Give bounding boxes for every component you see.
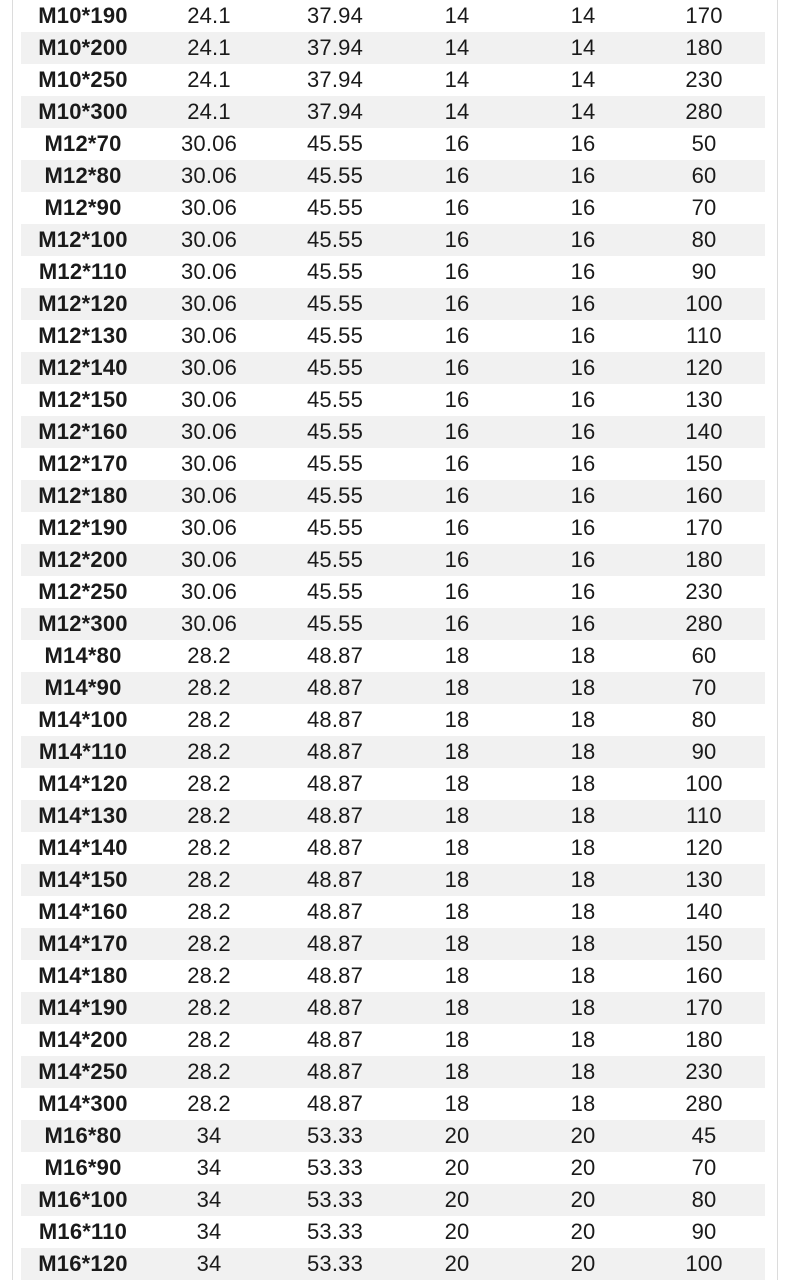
dimension-cell: 20 bbox=[444, 1155, 470, 1180]
table-row bbox=[21, 800, 765, 832]
model-cell: M14*120 bbox=[38, 771, 128, 796]
dimension-cell: 16 bbox=[444, 195, 470, 220]
dimension-cell: 34 bbox=[196, 1123, 222, 1148]
table-row bbox=[21, 1024, 765, 1056]
table-row bbox=[21, 288, 765, 320]
model-cell: M14*190 bbox=[38, 995, 128, 1020]
dimension-cell: 20 bbox=[570, 1155, 596, 1180]
dimension-cell: 18 bbox=[570, 1091, 596, 1116]
length-cell: 70 bbox=[691, 675, 717, 700]
length-cell: 90 bbox=[691, 1219, 717, 1244]
dimension-cell: 37.94 bbox=[306, 67, 364, 92]
dimension-cell: 16 bbox=[570, 355, 596, 380]
length-cell: 110 bbox=[686, 323, 722, 348]
dimension-cell: 53.33 bbox=[306, 1187, 364, 1212]
table-row bbox=[21, 448, 765, 480]
dimension-cell: 16 bbox=[570, 259, 596, 284]
dimension-cell: 53.33 bbox=[306, 1251, 364, 1276]
dimension-cell: 20 bbox=[444, 1251, 470, 1276]
dimension-cell: 48.87 bbox=[306, 1059, 364, 1084]
model-cell: M10*190 bbox=[38, 3, 128, 28]
model-cell: M12*110 bbox=[38, 259, 128, 284]
dimension-cell: 18 bbox=[444, 995, 470, 1020]
dimension-cell: 48.87 bbox=[306, 739, 364, 764]
dimension-cell: 14 bbox=[570, 35, 596, 60]
dimension-cell: 34 bbox=[196, 1251, 222, 1276]
dimension-cell: 48.87 bbox=[306, 707, 364, 732]
dimension-cell: 30.06 bbox=[180, 323, 238, 348]
dimension-cell: 37.94 bbox=[306, 35, 364, 60]
dimension-cell: 45.55 bbox=[306, 291, 364, 316]
model-cell: M12*100 bbox=[38, 227, 128, 252]
dimension-cell: 48.87 bbox=[306, 1091, 364, 1116]
dimension-cell: 14 bbox=[570, 67, 596, 92]
dimension-cell: 20 bbox=[444, 1219, 470, 1244]
dimension-cell: 45.55 bbox=[306, 515, 364, 540]
length-cell: 120 bbox=[685, 835, 723, 860]
length-cell: 80 bbox=[691, 707, 717, 732]
dimension-cell: 16 bbox=[570, 547, 596, 572]
dimension-cell: 28.2 bbox=[187, 739, 231, 764]
dimension-cell: 16 bbox=[570, 611, 596, 636]
dimension-cell: 16 bbox=[570, 163, 596, 188]
dimension-cell: 34 bbox=[196, 1155, 222, 1180]
table-row bbox=[21, 128, 765, 160]
table-row bbox=[21, 32, 765, 64]
length-cell: 100 bbox=[685, 1251, 723, 1276]
length-cell: 80 bbox=[691, 227, 717, 252]
dimension-cell: 34 bbox=[196, 1219, 222, 1244]
table-row bbox=[21, 224, 765, 256]
length-cell: 150 bbox=[685, 931, 723, 956]
dimension-cell: 16 bbox=[444, 227, 470, 252]
dimension-cell: 30.06 bbox=[180, 483, 238, 508]
length-cell: 90 bbox=[691, 259, 717, 284]
dimension-cell: 48.87 bbox=[306, 803, 364, 828]
table-row bbox=[21, 768, 765, 800]
dimension-cell: 45.55 bbox=[306, 483, 364, 508]
model-cell: M12*90 bbox=[44, 195, 122, 220]
dimension-cell: 18 bbox=[444, 899, 470, 924]
dimension-cell: 28.2 bbox=[187, 995, 231, 1020]
table-row bbox=[21, 1184, 765, 1216]
table-row bbox=[21, 64, 765, 96]
model-cell: M14*170 bbox=[38, 931, 128, 956]
table-row bbox=[21, 1152, 765, 1184]
dimension-cell: 30.06 bbox=[180, 131, 238, 156]
dimension-cell: 30.06 bbox=[180, 163, 238, 188]
length-cell: 80 bbox=[691, 1187, 717, 1212]
dimension-cell: 28.2 bbox=[187, 675, 231, 700]
dimension-cell: 16 bbox=[570, 579, 596, 604]
dimension-cell: 18 bbox=[570, 835, 596, 860]
length-cell: 140 bbox=[685, 419, 723, 444]
dimension-cell: 28.2 bbox=[187, 835, 231, 860]
table-row bbox=[21, 672, 765, 704]
dimension-cell: 18 bbox=[444, 1059, 470, 1084]
dimension-cell: 16 bbox=[570, 483, 596, 508]
length-cell: 100 bbox=[685, 771, 723, 796]
dimension-cell: 16 bbox=[444, 579, 470, 604]
model-cell: M12*150 bbox=[38, 387, 128, 412]
dimension-cell: 30.06 bbox=[180, 419, 238, 444]
dimension-cell: 24.1 bbox=[187, 99, 231, 124]
table-row bbox=[21, 1216, 765, 1248]
length-cell: 280 bbox=[685, 99, 723, 124]
model-cell: M14*180 bbox=[38, 963, 128, 988]
dimension-cell: 18 bbox=[444, 931, 470, 956]
dimension-cell: 28.2 bbox=[187, 1091, 231, 1116]
model-cell: M12*160 bbox=[38, 419, 128, 444]
dimension-cell: 48.87 bbox=[306, 771, 364, 796]
model-cell: M16*120 bbox=[38, 1251, 128, 1276]
dimension-cell: 53.33 bbox=[306, 1155, 364, 1180]
length-cell: 70 bbox=[691, 195, 717, 220]
length-cell: 90 bbox=[691, 739, 717, 764]
dimension-cell: 45.55 bbox=[306, 419, 364, 444]
dimension-cell: 48.87 bbox=[306, 835, 364, 860]
dimension-cell: 30.06 bbox=[180, 227, 238, 252]
length-cell: 160 bbox=[685, 963, 723, 988]
dimension-cell: 30.06 bbox=[180, 611, 238, 636]
model-cell: M14*160 bbox=[38, 899, 128, 924]
dimension-cell: 37.94 bbox=[306, 3, 364, 28]
model-cell: M14*100 bbox=[38, 707, 128, 732]
dimension-cell: 14 bbox=[444, 35, 470, 60]
length-cell: 170 bbox=[685, 995, 723, 1020]
dimension-cell: 30.06 bbox=[180, 451, 238, 476]
model-cell: M14*300 bbox=[38, 1091, 128, 1116]
model-cell: M12*250 bbox=[38, 579, 128, 604]
length-cell: 60 bbox=[691, 163, 717, 188]
model-cell: M14*250 bbox=[38, 1059, 128, 1084]
dimension-cell: 45.55 bbox=[306, 227, 364, 252]
model-cell: M16*100 bbox=[38, 1187, 128, 1212]
dimension-cell: 28.2 bbox=[187, 771, 231, 796]
length-cell: 230 bbox=[685, 1059, 723, 1084]
dimension-cell: 28.2 bbox=[187, 1027, 231, 1052]
model-cell: M14*150 bbox=[38, 867, 128, 892]
model-cell: M12*140 bbox=[38, 355, 128, 380]
length-cell: 100 bbox=[685, 291, 723, 316]
dimension-cell: 45.55 bbox=[306, 323, 364, 348]
model-cell: M14*90 bbox=[44, 675, 122, 700]
dimension-cell: 53.33 bbox=[306, 1219, 364, 1244]
model-cell: M12*70 bbox=[44, 131, 122, 156]
table-row bbox=[21, 352, 765, 384]
dimension-cell: 18 bbox=[570, 899, 596, 924]
dimension-cell: 16 bbox=[570, 419, 596, 444]
table-row bbox=[21, 736, 765, 768]
dimension-cell: 28.2 bbox=[187, 899, 231, 924]
model-cell: M10*250 bbox=[38, 67, 128, 92]
dimension-cell: 18 bbox=[570, 867, 596, 892]
model-cell: M10*200 bbox=[38, 35, 128, 60]
dimension-cell: 18 bbox=[444, 643, 470, 668]
dimension-cell: 18 bbox=[570, 675, 596, 700]
dimension-cell: 28.2 bbox=[187, 931, 231, 956]
dimension-cell: 16 bbox=[444, 451, 470, 476]
length-cell: 280 bbox=[685, 1091, 723, 1116]
dimension-cell: 20 bbox=[444, 1187, 470, 1212]
dimension-cell: 16 bbox=[570, 515, 596, 540]
dimension-cell: 16 bbox=[444, 323, 470, 348]
length-cell: 70 bbox=[691, 1155, 717, 1180]
dimension-cell: 16 bbox=[444, 163, 470, 188]
dimension-cell: 18 bbox=[444, 867, 470, 892]
dimension-cell: 28.2 bbox=[187, 867, 231, 892]
model-cell: M12*300 bbox=[38, 611, 128, 636]
dimension-cell: 30.06 bbox=[180, 547, 238, 572]
table-row bbox=[21, 384, 765, 416]
dimension-cell: 16 bbox=[444, 131, 470, 156]
dimension-cell: 16 bbox=[444, 611, 470, 636]
dimension-cell: 16 bbox=[444, 483, 470, 508]
dimension-cell: 18 bbox=[444, 1091, 470, 1116]
model-cell: M12*130 bbox=[38, 323, 128, 348]
dimension-cell: 20 bbox=[570, 1123, 596, 1148]
table-row bbox=[21, 544, 765, 576]
dimension-cell: 16 bbox=[444, 259, 470, 284]
model-cell: M16*80 bbox=[44, 1123, 122, 1148]
model-cell: M16*110 bbox=[38, 1219, 128, 1244]
dimension-cell: 28.2 bbox=[187, 803, 231, 828]
dimension-cell: 16 bbox=[444, 515, 470, 540]
dimension-cell: 18 bbox=[444, 707, 470, 732]
dimension-cell: 48.87 bbox=[306, 643, 364, 668]
table-row bbox=[21, 1088, 765, 1120]
dimension-cell: 18 bbox=[444, 1027, 470, 1052]
model-cell: M12*120 bbox=[38, 291, 128, 316]
dimension-cell: 18 bbox=[570, 771, 596, 796]
dimension-cell: 45.55 bbox=[306, 259, 364, 284]
dimension-cell: 14 bbox=[444, 67, 470, 92]
length-cell: 60 bbox=[691, 643, 717, 668]
length-cell: 230 bbox=[685, 67, 723, 92]
dimension-cell: 18 bbox=[570, 803, 596, 828]
table-row bbox=[21, 96, 765, 128]
table-row bbox=[21, 1056, 765, 1088]
table-row bbox=[21, 480, 765, 512]
dimension-cell: 45.55 bbox=[306, 611, 364, 636]
table-row bbox=[21, 864, 765, 896]
model-cell: M14*140 bbox=[38, 835, 128, 860]
dimension-cell: 30.06 bbox=[180, 515, 238, 540]
dimension-cell: 48.87 bbox=[306, 995, 364, 1020]
length-cell: 160 bbox=[685, 483, 723, 508]
model-cell: M12*80 bbox=[44, 163, 122, 188]
length-cell: 230 bbox=[685, 579, 723, 604]
dimension-cell: 16 bbox=[570, 195, 596, 220]
dimension-cell: 18 bbox=[444, 835, 470, 860]
table-row bbox=[21, 960, 765, 992]
model-cell: M16*90 bbox=[44, 1155, 122, 1180]
dimension-cell: 24.1 bbox=[187, 67, 231, 92]
length-cell: 180 bbox=[685, 547, 723, 572]
length-cell: 170 bbox=[685, 515, 723, 540]
dimension-cell: 45.55 bbox=[306, 355, 364, 380]
dimension-cell: 14 bbox=[570, 99, 596, 124]
dimension-cell: 28.2 bbox=[187, 1059, 231, 1084]
dimension-cell: 48.87 bbox=[306, 931, 364, 956]
model-cell: M10*300 bbox=[38, 99, 128, 124]
model-cell: M14*80 bbox=[44, 643, 122, 668]
length-cell: 110 bbox=[686, 803, 722, 828]
table-row bbox=[21, 1120, 765, 1152]
table-row bbox=[21, 416, 765, 448]
table-row bbox=[21, 160, 765, 192]
model-cell: M12*190 bbox=[38, 515, 128, 540]
length-cell: 45 bbox=[691, 1123, 717, 1148]
dimension-cell: 14 bbox=[570, 3, 596, 28]
dimension-cell: 18 bbox=[570, 995, 596, 1020]
dimension-cell: 48.87 bbox=[306, 867, 364, 892]
dimension-cell: 28.2 bbox=[187, 963, 231, 988]
length-cell: 180 bbox=[685, 1027, 723, 1052]
dimension-cell: 24.1 bbox=[187, 3, 231, 28]
spec-table bbox=[21, 0, 765, 1280]
table-row bbox=[21, 928, 765, 960]
dimension-cell: 18 bbox=[444, 963, 470, 988]
dimension-cell: 16 bbox=[570, 387, 596, 412]
dimension-cell: 18 bbox=[570, 931, 596, 956]
length-cell: 130 bbox=[685, 387, 723, 412]
dimension-cell: 45.55 bbox=[306, 547, 364, 572]
dimension-cell: 45.55 bbox=[306, 163, 364, 188]
dimension-cell: 48.87 bbox=[306, 1027, 364, 1052]
table-row bbox=[21, 608, 765, 640]
dimension-cell: 16 bbox=[444, 419, 470, 444]
dimension-cell: 45.55 bbox=[306, 131, 364, 156]
dimension-cell: 20 bbox=[570, 1187, 596, 1212]
length-cell: 50 bbox=[691, 131, 717, 156]
length-cell: 120 bbox=[685, 355, 723, 380]
length-cell: 130 bbox=[685, 867, 723, 892]
model-cell: M14*200 bbox=[38, 1027, 128, 1052]
dimension-cell: 45.55 bbox=[306, 387, 364, 412]
dimension-cell: 37.94 bbox=[306, 99, 364, 124]
dimension-cell: 30.06 bbox=[180, 579, 238, 604]
model-cell: M12*180 bbox=[38, 483, 128, 508]
dimension-cell: 16 bbox=[570, 131, 596, 156]
table-row bbox=[21, 192, 765, 224]
dimension-cell: 48.87 bbox=[306, 675, 364, 700]
dimension-cell: 16 bbox=[444, 387, 470, 412]
length-cell: 140 bbox=[685, 899, 723, 924]
dimension-cell: 20 bbox=[444, 1123, 470, 1148]
dimension-cell: 14 bbox=[444, 3, 470, 28]
dimension-cell: 14 bbox=[444, 99, 470, 124]
table-row bbox=[21, 576, 765, 608]
dimension-cell: 45.55 bbox=[306, 579, 364, 604]
length-cell: 170 bbox=[685, 3, 723, 28]
table-row bbox=[21, 992, 765, 1024]
dimension-cell: 18 bbox=[570, 1059, 596, 1084]
dimension-cell: 16 bbox=[570, 323, 596, 348]
dimension-cell: 16 bbox=[444, 291, 470, 316]
length-cell: 280 bbox=[685, 611, 723, 636]
model-cell: M12*170 bbox=[38, 451, 128, 476]
dimension-cell: 18 bbox=[444, 739, 470, 764]
dimension-cell: 16 bbox=[444, 355, 470, 380]
dimension-cell: 48.87 bbox=[306, 963, 364, 988]
table-row bbox=[21, 704, 765, 736]
dimension-cell: 18 bbox=[444, 771, 470, 796]
dimension-cell: 45.55 bbox=[306, 451, 364, 476]
dimension-cell: 53.33 bbox=[306, 1123, 364, 1148]
dimension-cell: 18 bbox=[570, 707, 596, 732]
dimension-cell: 24.1 bbox=[187, 35, 231, 60]
dimension-cell: 18 bbox=[444, 803, 470, 828]
dimension-cell: 30.06 bbox=[180, 387, 238, 412]
table-row bbox=[21, 832, 765, 864]
table-row bbox=[21, 320, 765, 352]
table-row bbox=[21, 640, 765, 672]
dimension-cell: 20 bbox=[570, 1251, 596, 1276]
table-row bbox=[21, 256, 765, 288]
dimension-cell: 28.2 bbox=[187, 643, 231, 668]
length-cell: 150 bbox=[685, 451, 723, 476]
length-cell: 180 bbox=[685, 35, 723, 60]
model-cell: M12*200 bbox=[38, 547, 128, 572]
dimension-cell: 16 bbox=[570, 451, 596, 476]
dimension-cell: 16 bbox=[570, 227, 596, 252]
table-row bbox=[21, 512, 765, 544]
table-row bbox=[21, 896, 765, 928]
dimension-cell: 18 bbox=[570, 643, 596, 668]
dimension-cell: 18 bbox=[570, 963, 596, 988]
dimension-cell: 20 bbox=[570, 1219, 596, 1244]
dimension-cell: 30.06 bbox=[180, 259, 238, 284]
table-row bbox=[21, 1248, 765, 1280]
dimension-cell: 18 bbox=[444, 675, 470, 700]
dimension-cell: 28.2 bbox=[187, 707, 231, 732]
dimension-cell: 45.55 bbox=[306, 195, 364, 220]
dimension-cell: 48.87 bbox=[306, 899, 364, 924]
dimension-cell: 30.06 bbox=[180, 355, 238, 380]
table-row bbox=[21, 0, 765, 32]
dimension-cell: 34 bbox=[196, 1187, 222, 1212]
dimension-cell: 18 bbox=[570, 739, 596, 764]
model-cell: M14*130 bbox=[38, 803, 128, 828]
model-cell: M14*110 bbox=[38, 739, 128, 764]
dimension-cell: 30.06 bbox=[180, 195, 238, 220]
dimension-cell: 30.06 bbox=[180, 291, 238, 316]
dimension-cell: 16 bbox=[444, 547, 470, 572]
dimension-cell: 16 bbox=[570, 291, 596, 316]
dimension-cell: 18 bbox=[570, 1027, 596, 1052]
